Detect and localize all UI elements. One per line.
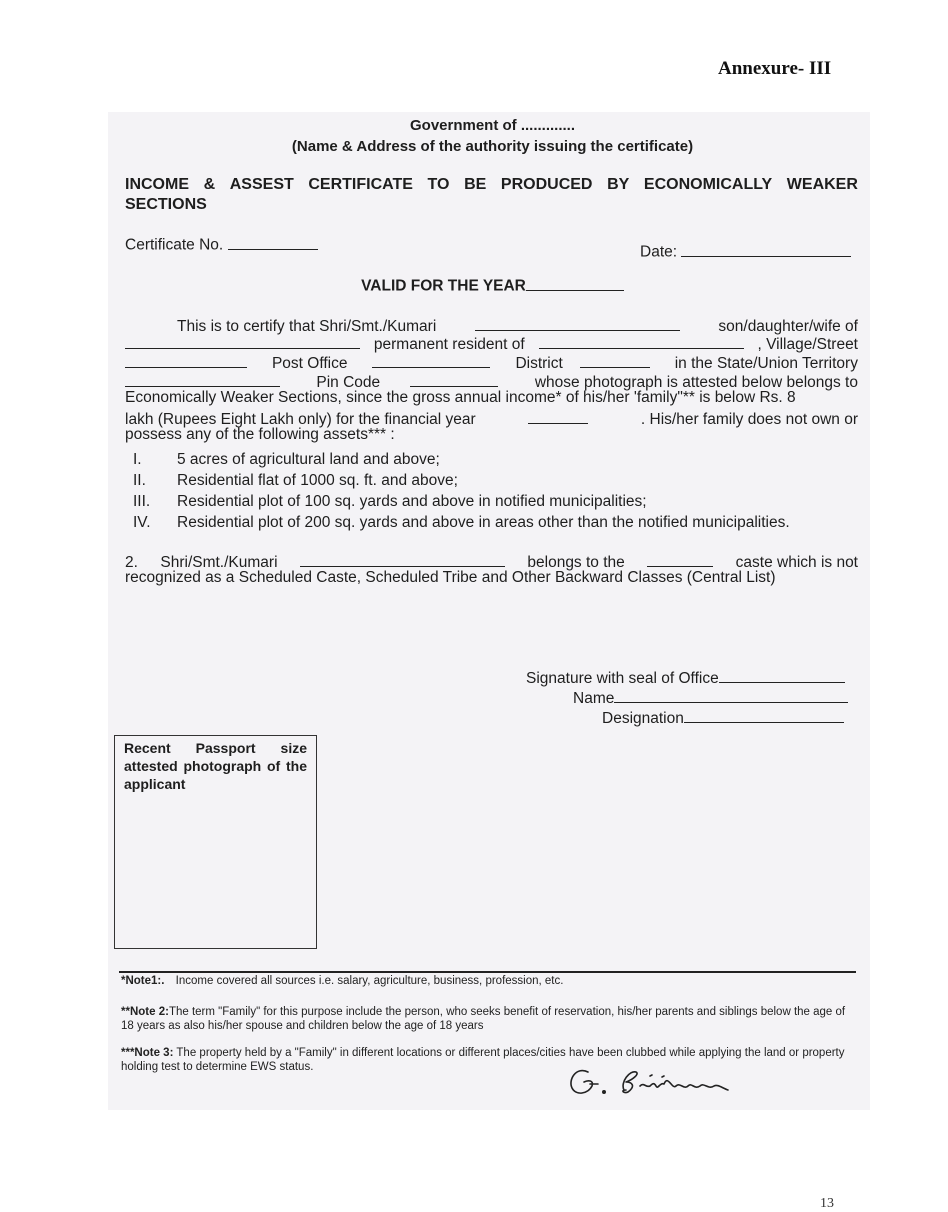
applicant-name-blank [475,314,680,331]
para1-intro: This is to certify that Shri/Smt./Kumari [177,317,437,335]
post-office-blank [372,351,490,368]
note-1 [121,974,856,988]
asset-text: Residential plot of 100 sq. yards and above in notified municipalities; [177,493,647,510]
photo-box-label: Recent Passport size attested photograph of the applicant [124,740,307,792]
heading-line-1 [125,175,858,195]
note-1-label: *Note1:. [121,975,165,987]
para1-state: in the State/Union Territory [674,354,858,372]
designation-label: Designation [602,709,684,727]
name-row [526,686,848,706]
notes-divider [119,971,856,973]
note-2-text: The term "Family" for this purpose include the person, who seeks benefit of reservation, his/her parents and siblings below the age of 18 years as also his/her spouse and children below the age of 18 years [121,1006,846,1032]
para1-row-1 [125,314,858,333]
heading-word: ECONOMICALLY [643,176,773,193]
heading-word: WEAKER [786,176,858,193]
heading-word: TO [427,176,450,193]
note-1-text: Income covered all sources i.e. salary, agriculture, business, profession, etc. [175,975,564,987]
para1-pin: Pin Code [316,373,381,391]
heading-word: INCOME [125,176,189,193]
signature-row [526,666,848,686]
para1-lakh-line: lakh (Rupees Eight Lakh only) for the financial year [125,410,476,428]
para1-row-5 [125,389,858,408]
asset-item [125,451,858,472]
district-blank [580,351,650,368]
paragraph-2 [125,550,858,587]
valid-year-row [0,274,948,296]
asset-text: Residential plot of 200 sq. yards and above in areas other than the notified municipalities. [177,514,790,531]
page-number: 13 [820,1196,834,1211]
asset-text: Residential flat of 1000 sq. ft. and above; [177,472,458,489]
date-label: Date: [640,243,678,261]
asset-item [125,514,858,535]
officer-signature [566,1060,746,1104]
asset-number: IV. [133,514,151,531]
signature-block [526,666,848,726]
para1-row-4 [125,370,858,389]
heading-word: BE [464,176,487,193]
note-3-text: The property held by a "Family" in different locations or different places/cities have been clubbed while applying the land or property holding test to determine EWS status. [121,1047,845,1073]
certificate-no-row [125,233,318,255]
heading-word: PRODUCED [500,176,593,193]
para2-number: 2. [125,553,138,571]
heading-word: ASSEST [229,176,294,193]
name-blank [614,686,848,703]
annexure-label: Annexure- III [718,58,832,79]
heading-line-2: SECTIONS [125,196,207,213]
designation-row [526,706,848,726]
para2-line-2: recognized as a Scheduled Caste, Scheduled Tribe and Other Backward Classes (Central List) [125,568,776,586]
para1-district: District [515,354,563,372]
asset-number: III. [133,493,151,510]
state-blank [125,370,280,387]
para1-ews-line: Economically Weaker Sections, since the gross annual income* of his/her 'family"** is below Rs. 8 [125,388,796,406]
photo-box [114,735,317,949]
pin-blank [410,370,498,387]
asset-item [125,493,858,514]
para2-name-blank [300,550,505,567]
name-label: Name [573,689,615,707]
caste-blank [647,550,713,567]
asset-item [125,472,858,493]
heading-word: & [203,176,216,193]
date-blank [681,240,851,257]
para1-post-office: Post Office [271,354,348,372]
para1-village: , Village/Street [757,336,858,354]
assets-list [125,451,858,535]
heading-word: CERTIFICATE [308,176,413,193]
signature-label: Signature with seal of Office [526,669,719,687]
date-row [640,240,851,262]
note-2-label: **Note 2: [121,1006,169,1018]
para2-name-label: Shri/Smt./Kumari [160,553,278,571]
para1-possess-line: possess any of the following assets*** : [125,426,395,444]
asset-number: I. [133,451,142,468]
residence-blank [539,333,744,350]
signature-blank [719,666,845,683]
para2-row-2 [125,569,858,588]
para1-whose: whose photograph is attested below belongs to [534,373,858,391]
village-blank [125,351,247,368]
para1-permanent: permanent resident of [373,336,525,354]
valid-year-label: VALID FOR THE YEAR [361,277,526,295]
asset-number: II. [133,472,146,489]
heading-word: BY [607,176,630,193]
certificate-no-blank [228,233,318,250]
authority-line: (Name & Address of the authority issuing the certificate) [291,138,694,155]
designation-blank [684,706,844,723]
certificate-heading [125,175,858,215]
valid-year-blank [526,274,624,291]
asset-text: 5 acres of agricultural land and above; [177,451,440,468]
note-2 [121,1005,856,1033]
financial-year-blank [528,407,588,424]
note-3-label: ***Note 3: [121,1047,174,1059]
government-line: Government of ............. [409,117,576,134]
para1-family-not-own: . His/her family does not own or [640,410,858,428]
para2-row-1 [125,550,858,569]
para1-relation: son/daughter/wife of [718,317,858,335]
paragraph-1 [125,314,858,445]
para2-belongs: belongs to the [527,553,625,571]
parent-name-blank [125,333,360,350]
para1-row-6 [125,407,858,426]
certificate-no-label: Certificate No. [125,236,224,254]
scanned-form [108,112,870,1110]
para2-caste: caste which is not [735,553,858,571]
